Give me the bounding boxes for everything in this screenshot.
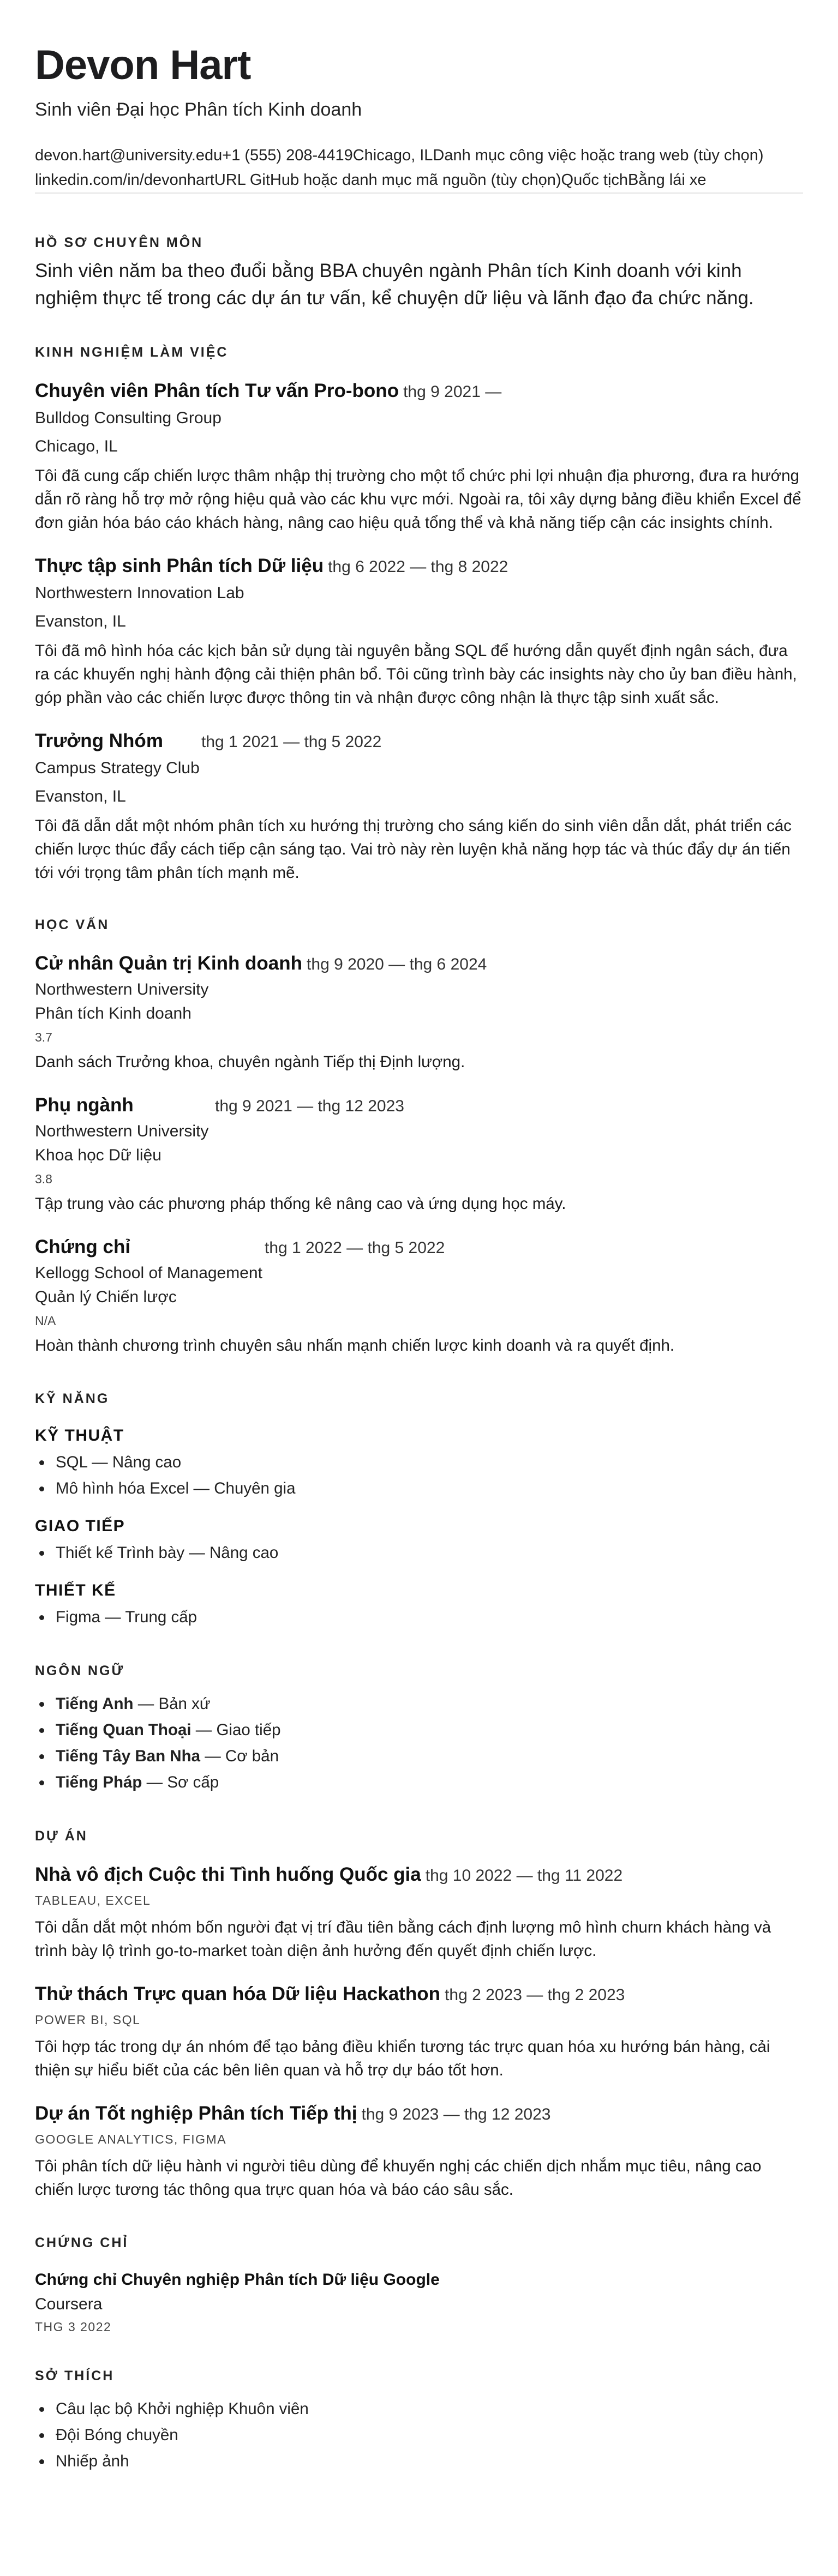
entry-header	[35, 1864, 803, 1886]
language-item	[56, 1770, 803, 1796]
languages-heading: NGÔN NGỮ	[35, 1663, 125, 1678]
skill-group-title: GIAO TIẾP	[35, 1516, 125, 1535]
field-of-study: Phân tích Kinh doanh	[35, 1004, 191, 1022]
interest-item: Nhiếp ảnh	[56, 2448, 803, 2475]
projects-heading: DỰ ÁN	[35, 1828, 88, 1844]
certification-issuer: Coursera	[35, 2295, 103, 2313]
company-name: Bulldog Consulting Group	[35, 408, 222, 427]
project-description: Tôi dẫn dắt một nhóm bốn người đạt vị trí đầu tiên bằng cách định lượng mô hình churn khách hàng và trình bày lộ trình go-to-market toàn diện ảnh hưởng đến quyết định chiến lược.	[35, 1918, 771, 1960]
skill-item: Figma — Trung cấp	[56, 1604, 803, 1630]
project-entry	[35, 2103, 803, 2201]
project-tools: POWER BI, SQL	[35, 2012, 141, 2027]
project-name: Dự án Tốt nghiệp Phân tích Tiếp thị	[35, 2102, 357, 2124]
location-text: Chicago, IL	[352, 146, 433, 164]
language-name: Tiếng Anh	[56, 1694, 134, 1713]
education-entry	[35, 953, 803, 1074]
profile-heading: HỒ SƠ CHUYÊN MÔN	[35, 234, 203, 250]
interest-list	[35, 2396, 803, 2475]
skill-list	[35, 1604, 803, 1630]
entry-header	[35, 1094, 803, 1116]
skill-item: SQL — Nâng cao	[56, 1449, 803, 1476]
education-heading: HỌC VẤN	[35, 917, 110, 932]
contact-row-1	[35, 147, 803, 165]
skill-group-title: THIẾT KẾ	[35, 1581, 116, 1599]
job-description: Tôi đã dẫn dắt một nhóm phân tích xu hướng thị trường cho sáng kiến do sinh viên dẫn dắt, phát triển các chiến lược thúc đẩy cách tiếp cận sáng tạo. Vai trò này rèn luyện khả năng hợp tác và thúc đẩy dự án tiến tới với trọng tâm phân tích mạnh mẽ.	[35, 816, 792, 882]
job-dates: thg 6 2022 — thg 8 2022	[328, 557, 508, 576]
entry-header	[35, 953, 803, 974]
email-link[interactable]: devon.hart@university.edu	[35, 146, 223, 164]
project-dates: thg 2 2023 — thg 2 2023	[445, 1985, 625, 2004]
company-name: Campus Strategy Club	[35, 759, 200, 777]
skills-heading: KỸ NĂNG	[35, 1391, 110, 1406]
job-location: Evanston, IL	[35, 787, 126, 805]
profile-summary: Sinh viên năm ba theo đuổi bằng BBA chuyên ngành Phân tích Kinh doanh với kinh nghiệm thực tế trong các dự án tư vấn, kể chuyện dữ liệu và lãnh đạo đa chức năng.	[35, 260, 754, 309]
language-item	[56, 1717, 803, 1743]
education-description: Danh sách Trưởng khoa, chuyên ngành Tiếp thị Định lượng.	[35, 1052, 465, 1071]
project-entry	[35, 1864, 803, 1963]
job-title: Trưởng Nhóm	[35, 730, 163, 751]
degree-title: Cử nhân Quản trị Kinh doanh	[35, 952, 303, 974]
degree-title: Phụ ngành	[35, 1094, 134, 1116]
entry-header	[35, 555, 803, 577]
experience-entry	[35, 555, 803, 709]
linkedin-link[interactable]: linkedin.com/in/devonhart	[35, 171, 214, 189]
experience-entry	[35, 730, 803, 884]
project-dates: thg 9 2023 — thg 12 2023	[361, 2105, 551, 2123]
entry-header	[35, 2103, 803, 2124]
education-entry	[35, 1094, 803, 1215]
nationality-text: Quốc tịch	[561, 171, 628, 189]
entry-header	[35, 1983, 803, 2005]
job-title: Thực tập sinh Phân tích Dữ liệu	[35, 555, 324, 576]
education-entry	[35, 1236, 803, 1357]
entry-header	[35, 380, 803, 402]
certifications-heading: CHỨNG CHỈ	[35, 2235, 129, 2250]
company-name: Northwestern Innovation Lab	[35, 583, 244, 602]
gpa-value: 3.7	[35, 1030, 52, 1044]
entry-header	[35, 730, 803, 752]
language-level: — Cơ bản	[200, 1747, 279, 1765]
gpa-value: 3.8	[35, 1171, 52, 1186]
project-entry	[35, 1983, 803, 2082]
license-text: Bằng lái xe	[628, 171, 707, 189]
certification-name: Chứng chỉ Chuyên nghiệp Phân tích Dữ liệu Google	[35, 2270, 440, 2289]
language-name: Tiếng Tây Ban Nha	[56, 1747, 201, 1765]
job-dates: thg 9 2021 —	[403, 382, 502, 401]
project-description: Tôi phân tích dữ liệu hành vi người tiêu dùng để khuyến nghị các chiến dịch nhắm mục tiêu, nâng cao chiến lược tương tác thông qua trực quan hóa và báo cáo sâu sắc.	[35, 2157, 762, 2199]
school-name: Kellogg School of Management	[35, 1263, 262, 1282]
field-of-study: Khoa học Dữ liệu	[35, 1146, 161, 1164]
project-description: Tôi hợp tác trong dự án nhóm để tạo bảng điều khiển tương tác trực quan hóa xu hướng bán hàng, cải thiện sự hiểu biết của các bên liên quan và hỗ trợ dự báo tốt hơn.	[35, 2037, 770, 2079]
skill-list	[35, 1449, 803, 1502]
project-dates: thg 10 2022 — thg 11 2022	[425, 1866, 623, 1885]
candidate-name: Devon Hart	[35, 42, 251, 88]
certification-entry	[35, 2271, 803, 2334]
skill-item: Mô hình hóa Excel — Chuyên gia	[56, 1476, 803, 1502]
language-level: — Sơ cấp	[142, 1773, 219, 1791]
language-name: Tiếng Pháp	[56, 1773, 142, 1791]
job-description: Tôi đã cung cấp chiến lược thâm nhập thị trường cho một tổ chức phi lợi nhuận địa phương, đưa ra hướng dẫn rõ ràng hỗ trợ mở rộng hiệu quả vào các khu vực mới. Ngoài ra, tôi xây dựng bảng điều khiển Excel để đơn giản hóa báo cáo khách hàng, nâng cao hiệu quả tổng thể và khả năng tiếp cận các insights chính.	[35, 466, 801, 532]
education-description: Tập trung vào các phương pháp thống kê nâng cao và ứng dụng học máy.	[35, 1194, 566, 1213]
job-location: Chicago, IL	[35, 437, 118, 455]
gpa-value: N/A	[35, 1313, 56, 1328]
entry-header	[35, 1236, 803, 1258]
job-title: Chuyên viên Phân tích Tư vấn Pro-bono	[35, 380, 399, 401]
github-link[interactable]: URL GitHub hoặc danh mục mã nguồn (tùy chọn)	[214, 171, 561, 189]
education-description: Hoàn thành chương trình chuyên sâu nhấn mạnh chiến lược kinh doanh và ra quyết định.	[35, 1336, 675, 1355]
candidate-tagline: Sinh viên Đại học Phân tích Kinh doanh	[35, 99, 362, 120]
job-description: Tôi đã mô hình hóa các kịch bản sử dụng tài nguyên bằng SQL để hướng dẫn quyết định ngân sách, đưa ra các khuyến nghị hành động cải thiện phân bổ. Tôi cũng trình bày các insights này cho ủy ban điều hành, góp phần vào các chiến lược được thông tin và nhận được công nhận là thực tập sinh xuất sắc.	[35, 641, 797, 707]
language-level: — Giao tiếp	[191, 1720, 281, 1739]
interest-item: Câu lạc bộ Khởi nghiệp Khuôn viên	[56, 2396, 803, 2422]
degree-dates: thg 1 2022 — thg 5 2022	[265, 1238, 445, 1257]
phone-text: +1 (555) 208-4419	[222, 146, 353, 164]
skill-item: Thiết kế Trình bày — Nâng cao	[56, 1540, 803, 1566]
experience-entry	[35, 380, 803, 534]
field-of-study: Quản lý Chiến lược	[35, 1287, 177, 1306]
language-name: Tiếng Quan Thoại	[56, 1720, 191, 1739]
school-name: Northwestern University	[35, 980, 209, 998]
degree-title: Chứng chỉ	[35, 1236, 131, 1257]
skill-list	[35, 1540, 803, 1566]
degree-dates: thg 9 2021 — thg 12 2023	[215, 1097, 404, 1115]
interest-item: Đội Bóng chuyền	[56, 2422, 803, 2448]
contact-row-2	[35, 171, 803, 194]
language-item	[56, 1691, 803, 1717]
portfolio-link[interactable]: Danh mục công việc hoặc trang web (tùy chọn)	[433, 146, 764, 164]
experience-heading: KINH NGHIỆM LÀM VIỆC	[35, 344, 229, 360]
job-dates: thg 1 2021 — thg 5 2022	[201, 732, 382, 751]
language-item	[56, 1743, 803, 1770]
interests-heading: SỞ THÍCH	[35, 2368, 115, 2384]
language-level: — Bản xứ	[133, 1694, 211, 1713]
project-name: Thử thách Trực quan hóa Dữ liệu Hackathon	[35, 1983, 441, 2005]
skill-group-title: KỸ THUẬT	[35, 1426, 124, 1445]
language-list	[35, 1691, 803, 1796]
school-name: Northwestern University	[35, 1122, 209, 1140]
degree-dates: thg 9 2020 — thg 6 2024	[307, 955, 487, 973]
certification-date: THG 3 2022	[35, 2319, 112, 2334]
job-location: Evanston, IL	[35, 612, 126, 630]
project-tools: TABLEAU, EXCEL	[35, 1893, 151, 1907]
project-name: Nhà vô địch Cuộc thi Tình huống Quốc gia	[35, 1863, 421, 1885]
project-tools: GOOGLE ANALYTICS, FIGMA	[35, 2132, 227, 2146]
